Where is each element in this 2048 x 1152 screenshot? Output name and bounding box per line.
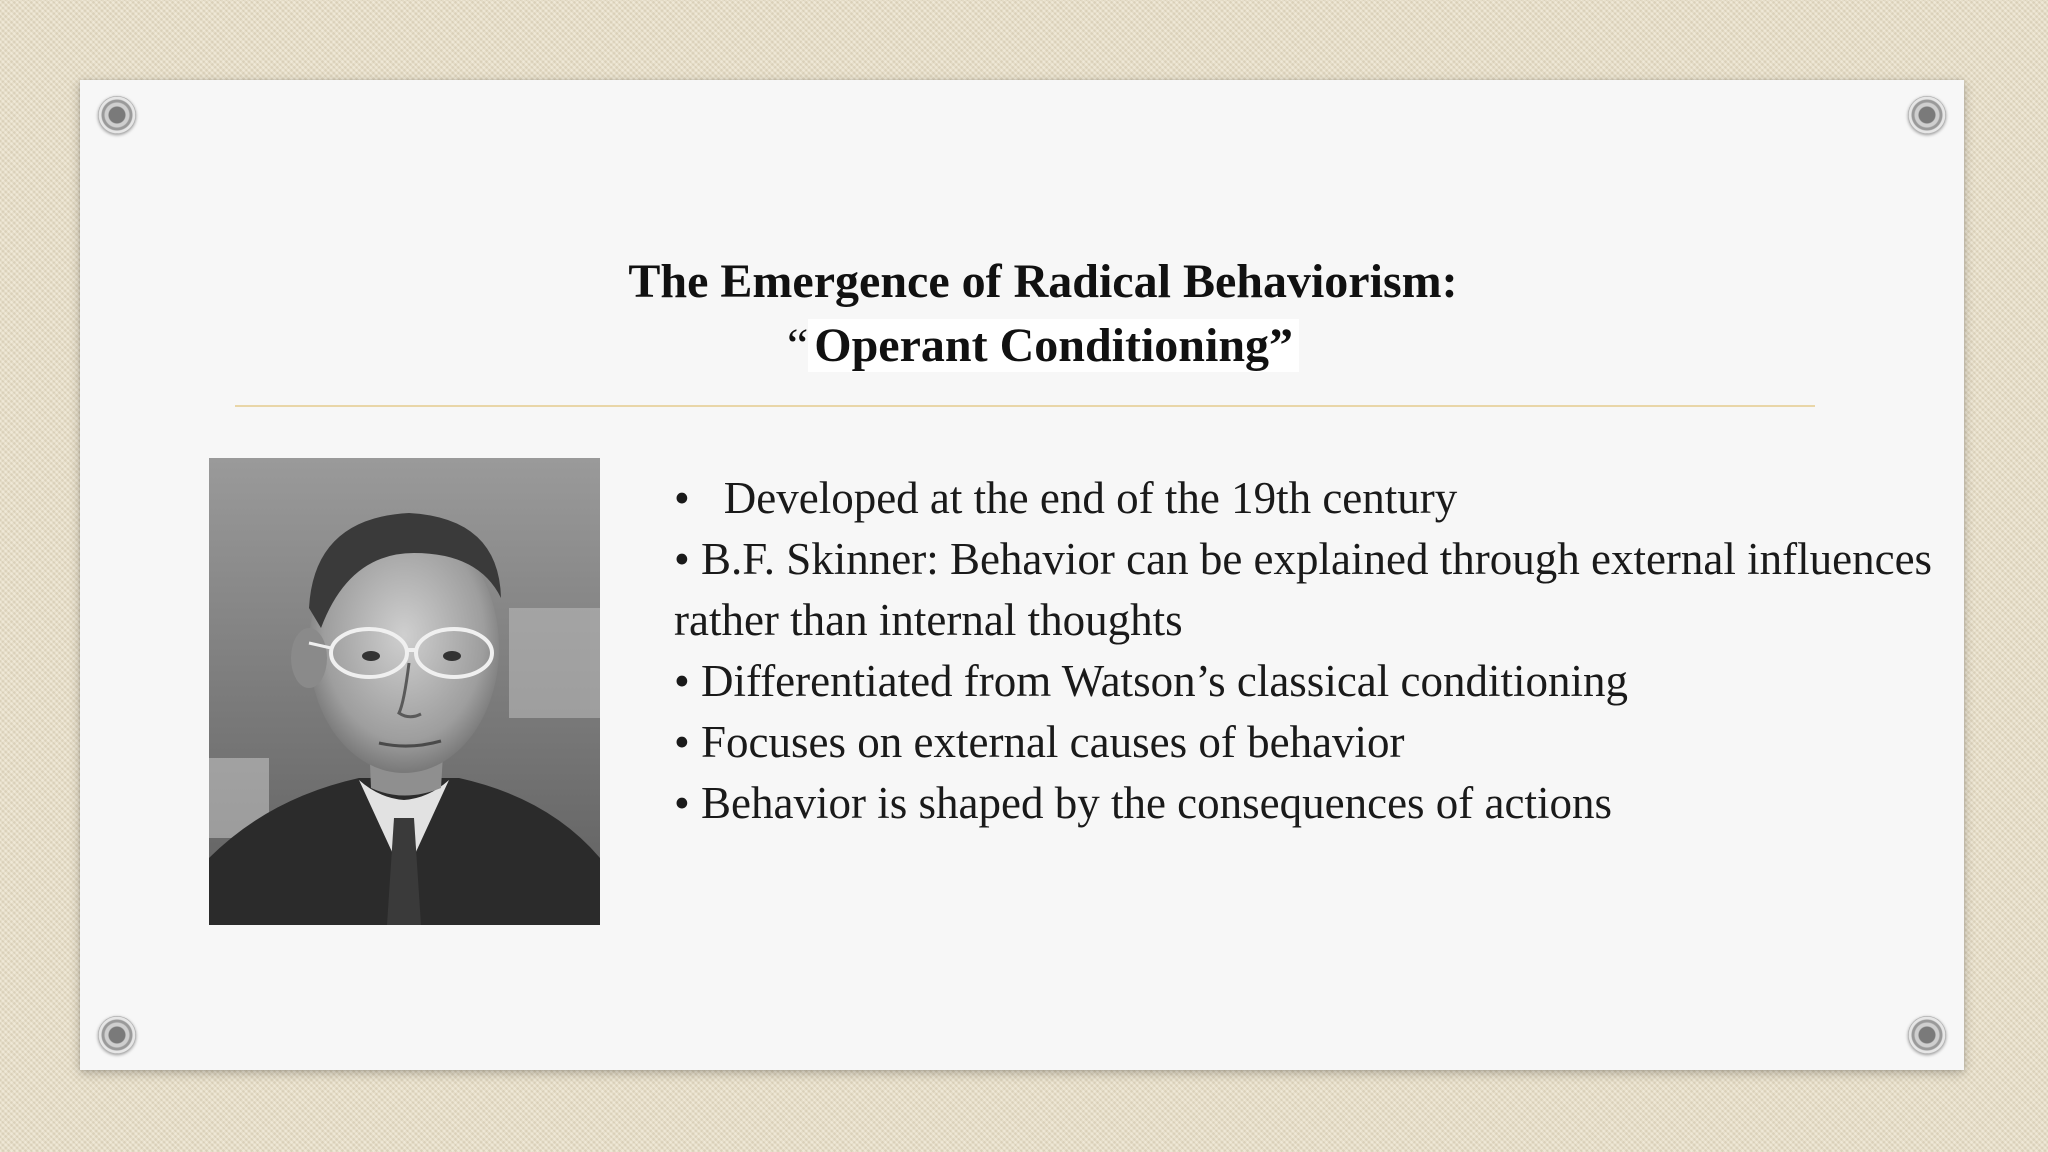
bullet-marker: •: [674, 778, 690, 828]
grommet-bottom-right-icon: [1908, 1016, 1946, 1054]
grommet-top-right-icon: [1908, 96, 1946, 134]
list-item: [674, 468, 1934, 529]
title-line-2: [80, 314, 2006, 378]
title-line-1: The Emergence of Radical Behaviorism:: [628, 255, 1458, 308]
skinner-portrait: [209, 458, 600, 925]
list-item: [674, 712, 1934, 773]
bullet-marker: •: [674, 473, 690, 523]
title-open-quote: “: [786, 319, 809, 372]
bullet-marker: •: [674, 534, 690, 584]
bullet-list: [674, 468, 1934, 834]
bullet-text: Behavior is shaped by the consequences of actions: [701, 778, 1613, 828]
bullet-text: Focuses on external causes of behavior: [701, 717, 1405, 767]
bullet-text: Differentiated from Watson’s classical conditioning: [701, 656, 1628, 706]
slide-card: [80, 80, 1964, 1070]
list-item: [674, 651, 1934, 712]
grommet-bottom-left-icon: [98, 1016, 136, 1054]
bullet-text: B.F. Skinner: Behavior can be explained through external influences rather than internal thoughts: [674, 534, 1933, 645]
slide-title: [80, 250, 2006, 378]
bullet-marker: •: [674, 656, 690, 706]
grommet-top-left-icon: [98, 96, 136, 134]
list-item: [674, 529, 1934, 651]
list-item: [674, 773, 1934, 834]
title-highlight: Operant Conditioning”: [808, 319, 1299, 372]
bullet-text: Developed at the end of the 19th century: [723, 473, 1458, 523]
title-divider: [235, 405, 1815, 407]
portrait-image: [209, 458, 600, 925]
bullet-marker: •: [674, 717, 690, 767]
